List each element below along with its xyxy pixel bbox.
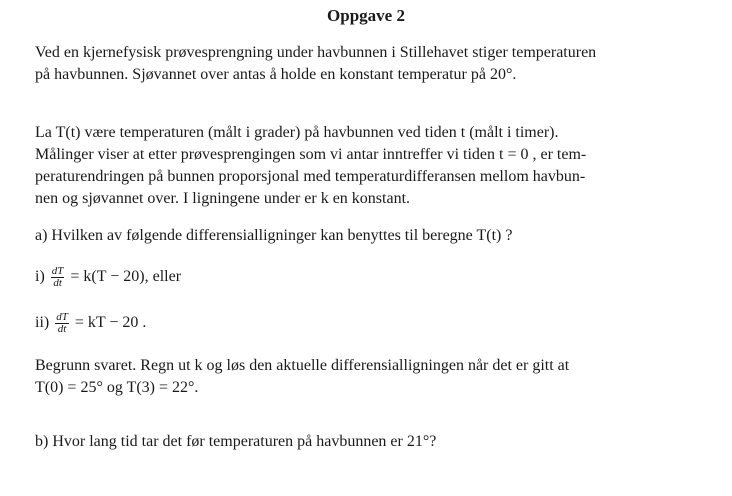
option-ii (35, 312, 146, 335)
definition-line-3: peraturendringen på bunnen proporsjonal med temperaturdifferansen mellom havbun- (35, 168, 586, 185)
option-i (35, 266, 181, 289)
option-ii-denominator: dt (57, 323, 67, 335)
option-i-denominator: dt (53, 277, 62, 289)
question-a: a) Hvilken av følgende differensialligninger kan benyttes til beregne T(t) ? (35, 227, 513, 244)
question-b: b) Hvor lang tid tar det før temperaturen på havbunnen er 21°? (35, 433, 437, 450)
option-ii-numerator: dT (56, 311, 68, 323)
option-ii-label: ii) (35, 314, 50, 332)
intro-line-2: på havbunnen. Sjøvannet over antas å holde en konstant temperatur på 20°. (35, 66, 517, 83)
definition-line-4: nen og sjøvannet over. I ligningene under er k en konstant. (35, 190, 411, 207)
followup-line-1: Begrunn svaret. Regn ut k og løs den aktuelle differensialligningen når det er gitt at (35, 357, 570, 374)
page-title: Oppgave 2 (327, 6, 405, 25)
option-i-numerator: dT (51, 265, 64, 277)
followup-line-2: T(0) = 25° og T(3) = 22°. (35, 379, 199, 396)
option-ii-rhs: = kT − 20 . (74, 314, 147, 332)
option-i-rhs: = k(T − 20), eller (70, 268, 182, 286)
option-i-derivative (51, 266, 65, 289)
option-i-label: i) (35, 268, 45, 286)
definition-line-2: Målinger viser at etter prøvesprengingen som vi antar inntreffer vi tiden t = 0 , er tem- (35, 146, 587, 163)
definition-line-1: La T(t) være temperaturen (målt i grader) på havbunnen ved tiden t (målt i timer). (35, 124, 559, 141)
intro-line-1: Ved en kjernefysisk prøvesprengning under havbunnen i Stillehavet stiger temperaturen (35, 44, 597, 61)
option-ii-derivative (55, 312, 69, 335)
